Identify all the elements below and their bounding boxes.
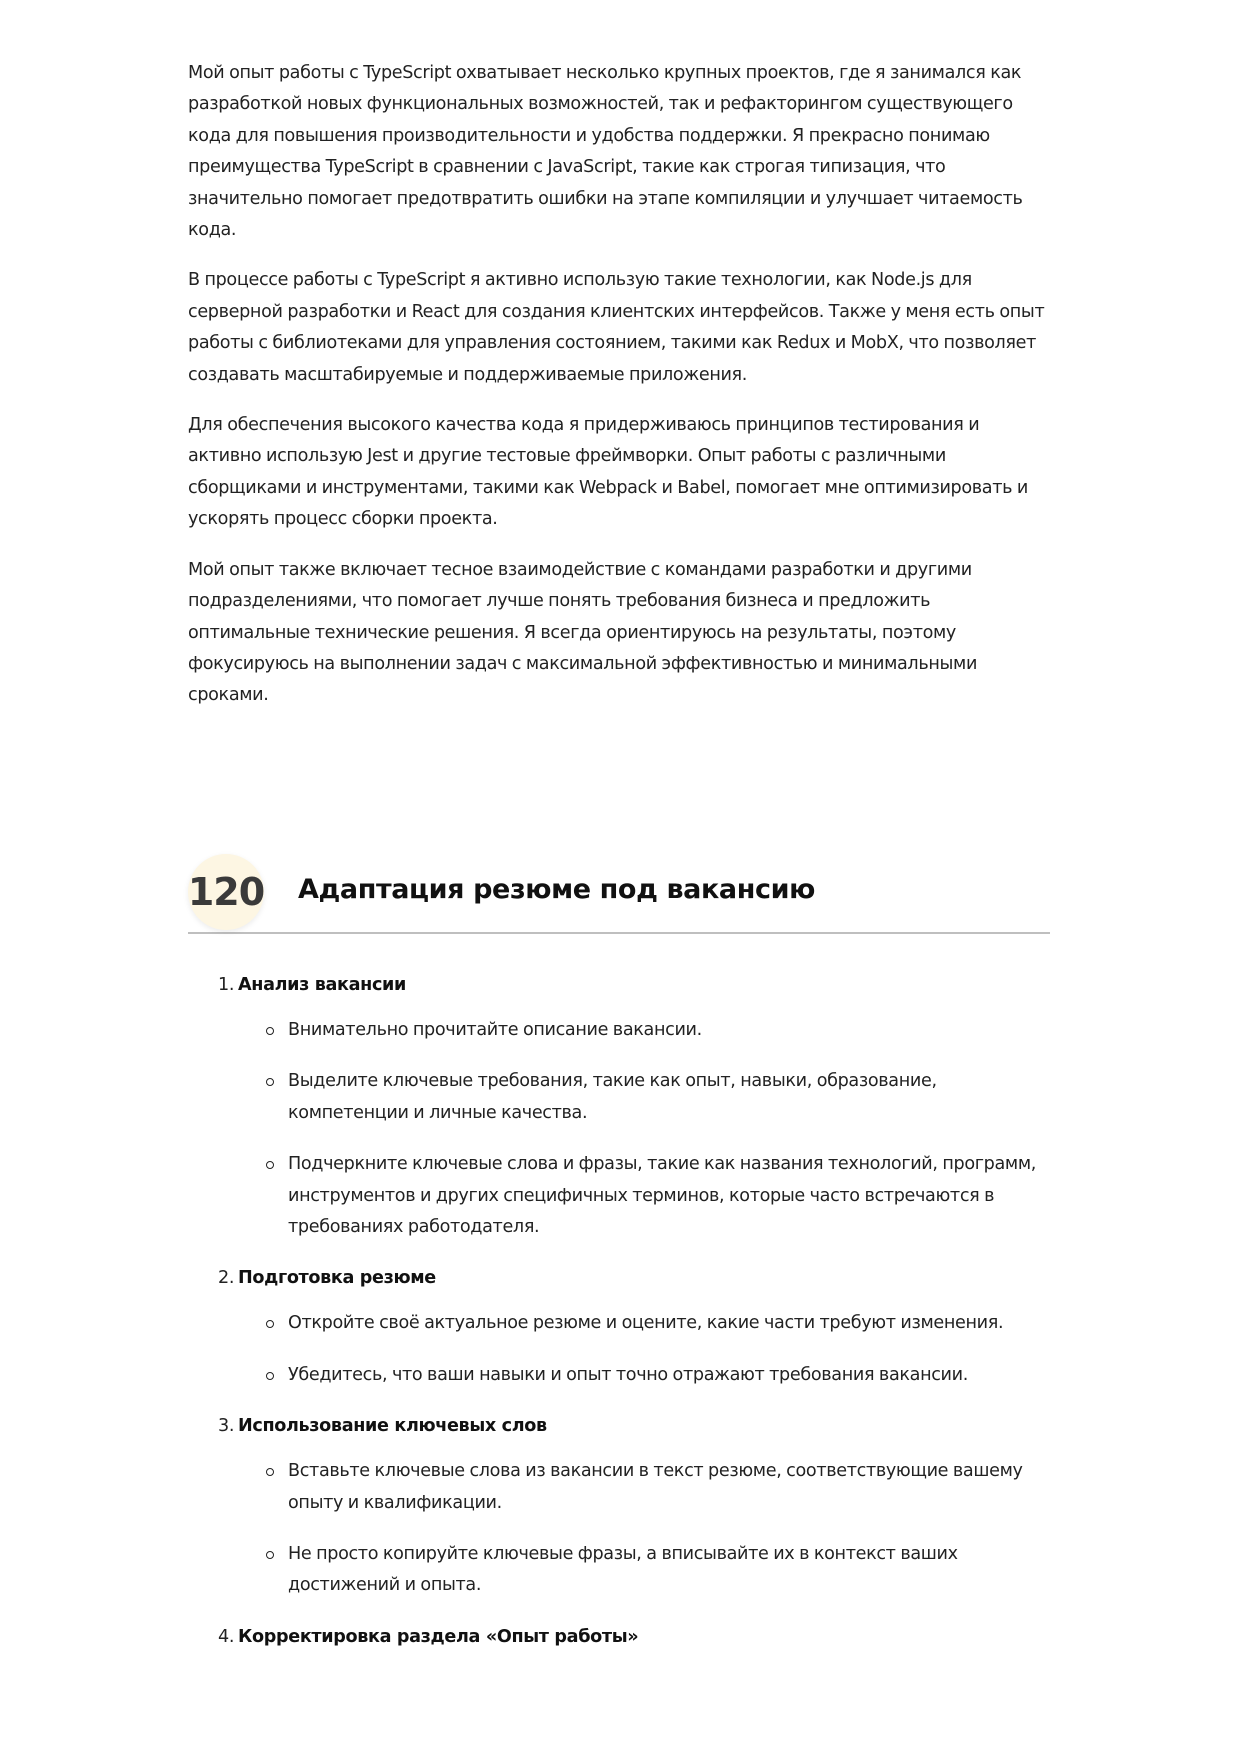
bullet-list [188, 1015, 1050, 1243]
bullet-item [188, 1149, 1050, 1243]
bullet-item [188, 1456, 1050, 1519]
bullet-text: Не просто копируйте ключевые фразы, а вписывайте их в контекст ваших достижений и опыта. [288, 1544, 958, 1596]
step-number: 1. [218, 975, 235, 995]
step-item [188, 970, 1050, 1243]
step-title: Подготовка резюме [238, 1268, 436, 1289]
bullet-item [188, 1539, 1050, 1602]
steps-list [188, 970, 1050, 1671]
intro-text-block [188, 58, 1050, 731]
bullet-text: Подчеркните ключевые слова и фразы, такие как названия технологий, программ, инструментов и других специфичных терминов, которые часто встречаются в требованиях работодателя. [288, 1154, 1036, 1238]
bullet-item [188, 1066, 1050, 1129]
paragraph-testing-tools: Для обеспечения высокого качества кода я придерживаюсь принципов тестирования и активно использую Jest и другие тестовые фреймворки. Опыт работы с различными сборщиками и инструментами, такими как Webpack и Babel, помогает мне оптимизировать и ускорять процесс сборки проекта. [188, 415, 1028, 530]
bullet-item [188, 1015, 1050, 1046]
step-heading [188, 1622, 1050, 1653]
paragraph-technologies: В процессе работы с TypeScript я активно использую такие технологии, как Node.js для серверной разработки и React для создания клиентских интерфейсов. Также у меня есть опыт работы с библиотеками для управления состоянием, такими как Redux и MobX, что позволяет создавать масштабируемые и поддерживаемые приложения. [188, 270, 1045, 385]
bullet-text: Внимательно прочитайте описание вакансии. [288, 1020, 702, 1040]
step-title: Использование ключевых слов [238, 1416, 547, 1437]
step-number: 4. [218, 1626, 235, 1647]
hollow-circle-bullet-icon [266, 1027, 274, 1035]
hollow-circle-bullet-icon [266, 1551, 274, 1559]
bullet-text: Откройте своё актуальное резюме и оцените, какие части требуют изменения. [288, 1313, 1004, 1334]
bullet-item [188, 1360, 1050, 1391]
bullet-text: Выделите ключевые требования, такие как опыт, навыки, образование, компетенции и личные качества. [288, 1071, 937, 1123]
step-number: 2. [218, 1268, 235, 1289]
section-resume-adaptation [187, 850, 1050, 1647]
bullet-text: Вставьте ключевые слова из вакансии в текст резюме, соответствующие вашему опыту и квалификации. [288, 1461, 1023, 1513]
step-title: Корректировка раздела «Опыт работы» [238, 1626, 639, 1647]
section-number: 120 [187, 870, 265, 914]
step-item [188, 1622, 1050, 1653]
hollow-circle-bullet-icon [266, 1320, 274, 1328]
section-header [188, 850, 1050, 934]
step-heading [188, 1263, 1050, 1294]
section-title: Адаптация резюме под вакансию [298, 874, 815, 905]
step-heading [188, 970, 1050, 1001]
step-heading [188, 1411, 1050, 1442]
step-number: 3. [218, 1416, 235, 1437]
bullet-list [188, 1456, 1050, 1602]
step-item [188, 1411, 1050, 1602]
hollow-circle-bullet-icon [266, 1372, 274, 1380]
paragraph-typescript-experience: Мой опыт работы с TypeScript охватывает несколько крупных проектов, где я занимался как разработкой новых функциональных возможностей, так и рефакторингом существующего кода для повышения производительности и удобства поддержки. Я прекрасно понимаю преимущества TypeScript в сравнении с JavaScript, такие как строгая типизация, что значительно помогает предотвратить ошибки на этапе компиляции и улучшает читаемость кода. [188, 63, 1023, 241]
hollow-circle-bullet-icon [266, 1078, 274, 1086]
hollow-circle-bullet-icon [266, 1468, 274, 1476]
step-title: Анализ вакансии [238, 975, 407, 995]
bullet-text: Убедитесь, что ваши навыки и опыт точно отражают требования вакансии. [288, 1364, 968, 1385]
hollow-circle-bullet-icon [266, 1161, 274, 1169]
bullet-list [188, 1308, 1050, 1391]
paragraph-collaboration: Мой опыт также включает тесное взаимодействие с командами разработки и другими подразделениями, что помогает лучше понять требования бизнеса и предложить оптимальные технические решения. Я всегда ориентируюсь на результаты, поэтому фокусируюсь на выполнении задач с максимальной эффективностью и минимальными сроками. [188, 559, 978, 706]
bullet-item [188, 1308, 1050, 1339]
step-item [188, 1263, 1050, 1391]
